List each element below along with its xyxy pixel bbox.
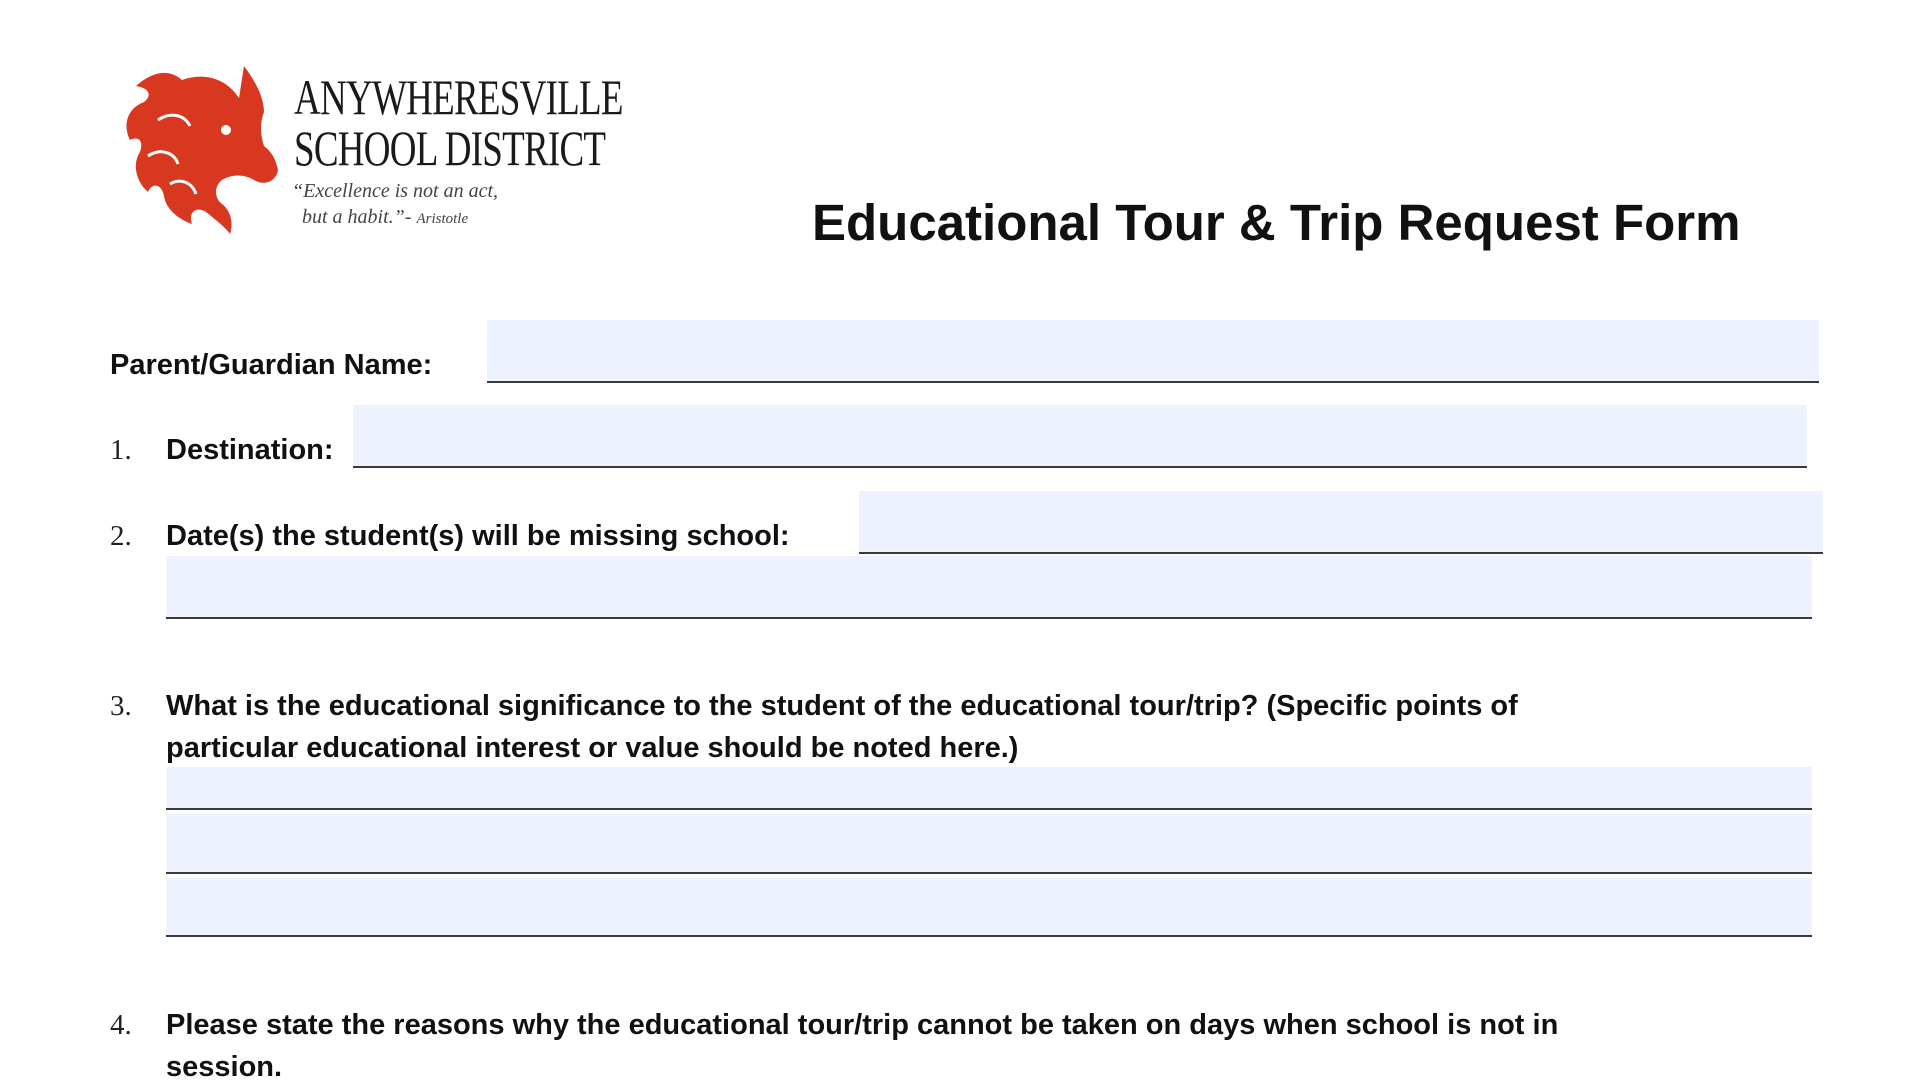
motto-line1: “Excellence is not an act, (292, 180, 499, 202)
district-name-line2: SCHOOL DISTRICT (294, 120, 606, 176)
significance-field-3[interactable] (166, 878, 1812, 937)
form-title: Educational Tour & Trip Request Form (812, 194, 1741, 251)
significance-question-line1: What is the educational significance to the student of the educational tour/trip? (Specific points of (166, 690, 1518, 722)
reasons-question-line1: Please state the reasons why the educational tour/trip cannot be taken on days when school is not in (166, 1009, 1559, 1041)
destination-field[interactable] (353, 405, 1807, 468)
reasons-question-line2: session. (166, 1051, 283, 1080)
question-3-number: 3. (110, 690, 132, 722)
missing-dates-field-2[interactable] (166, 556, 1812, 619)
parent-guardian-name-field[interactable] (487, 320, 1819, 383)
significance-field-2[interactable] (166, 814, 1812, 874)
destination-label: Destination: (166, 434, 334, 466)
parent-guardian-label: Parent/Guardian Name: (110, 349, 433, 381)
missing-dates-field-1[interactable] (859, 491, 1823, 554)
missing-dates-label: Date(s) the student(s) will be missing school: (166, 520, 790, 552)
significance-question-line2: particular educational interest or value should be noted here.) (166, 732, 1019, 764)
motto-author: Aristotle (416, 211, 469, 227)
question-2-number: 2. (110, 520, 132, 552)
motto-quote: but a habit.”- (302, 206, 412, 228)
significance-field-1[interactable] (166, 767, 1812, 810)
district-name-line1: ANYWHERESVILLE (294, 69, 623, 125)
motto-line2 (302, 206, 468, 229)
question-1-number: 1. (110, 434, 132, 466)
question-4-number: 4. (110, 1009, 132, 1041)
horse-logo-icon (118, 60, 278, 235)
